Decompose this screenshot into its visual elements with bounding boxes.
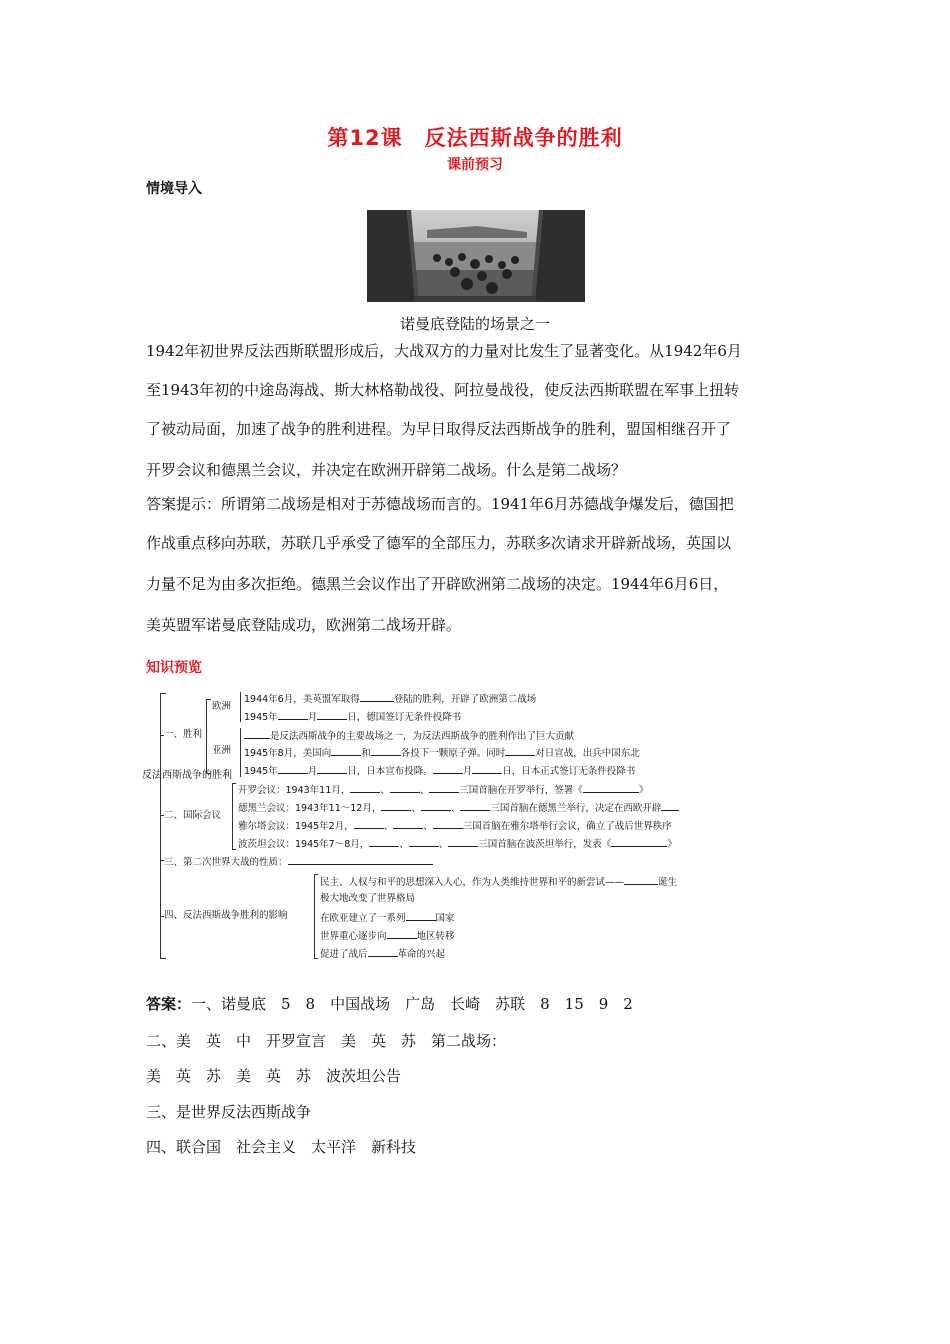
impact-item-3: 在欧亚建立了一系列 国家 <box>320 913 455 924</box>
intro-line: 作战重点移向苏联，苏联几乎承受了德军的全部压力，苏联多次请求开辟新战场，英国以 <box>146 534 732 552</box>
page-title: 第12课 反法西斯战争的胜利 <box>327 126 623 150</box>
intro-heading: 情境导入 <box>146 181 202 197</box>
answers-label: 答案： <box>146 995 192 1013</box>
answers-line-3: 美 英 苏 美 英 苏 波茨坦公告 <box>146 1067 402 1085</box>
branch-victory-label: 一、胜利 <box>164 729 203 740</box>
answers-line-5: 四、联合国 社会主义 太平洋 新科技 <box>146 1138 417 1156</box>
conference-yalta: 雅尔塔会议：1945年2月， 、 、 三国首脑在雅尔塔举行会议，确立了战后世界秩序 <box>238 821 672 832</box>
intro-line: 答案提示：所谓第二战场是相对于苏德战场而言的。1941年6月苏德战争爆发后，德国把 <box>146 495 734 513</box>
impact-item-5: 促进了战后 革命的兴起 <box>320 949 446 960</box>
asia-item-3: 1945年 月 日，日本宣布投降。 月 日，日本正式签订无条件投降书 <box>244 766 636 777</box>
intro-line: 开罗会议和德黑兰会议，并决定在欧洲开辟第二战场。什么是第二战场？ <box>146 461 627 479</box>
asia-item-2: 1945年8月，美国向 和 各投下一颗原子弹。同时 对日宣战，出兵中国东北 <box>244 748 640 759</box>
intro-line: 美英盟军诺曼底登陆成功，欧洲第二战场开辟。 <box>146 616 462 634</box>
map-root-label: 反法西斯战争的胜利 <box>142 770 232 781</box>
conference-tehran: 德黑兰会议：1943年11～12月， 、 、 三国首脑在德黑兰举行，决定在西欧开辟 <box>238 801 679 815</box>
branch-impact-label: 四、反法西斯战争胜利的影响 <box>164 910 288 921</box>
answers-line-1: 答案：一、诺曼底 5 8 中国战场 广岛 长崎 苏联 8 15 9 2 <box>146 995 633 1013</box>
intro-line: 1942年初世界反法西斯联盟形成后，大战双方的力量对比发生了显著变化。从1942年6月 <box>146 342 742 360</box>
conference-cairo: 开罗会议：1943年11月， 、 、 三国首脑在开罗举行，签署《 》 <box>238 785 649 796</box>
europe-label: 欧洲 <box>212 701 232 712</box>
branch-conferences-label: 二、国际会议 <box>164 810 222 821</box>
page-subtitle: 课前预习 <box>447 157 503 173</box>
europe-item-2: 1945年 月 日，德国签订无条件投降书 <box>244 712 462 723</box>
europe-item-1: 1944年6月，美英盟军取得 登陆的胜利，开辟了欧洲第二战场 <box>244 694 537 705</box>
asia-label: 亚洲 <box>212 745 232 756</box>
impact-item-4: 世界重心逐步向 地区转移 <box>320 931 455 942</box>
preview-heading: 知识预览 <box>146 660 202 676</box>
asia-item-1: 是反法西斯战争的主要战场之一，为反法西斯战争的胜利作出了巨大贡献 <box>244 729 574 743</box>
branch-nature-label: 三、第二次世界大战的性质： <box>164 855 433 869</box>
impact-item-2: 极大地改变了世界格局 <box>320 893 416 904</box>
normandy-landing-photo <box>367 210 585 302</box>
impact-item-1: 民主、人权与和平的思想深入人心，作为人类维持世界和平的新尝试—— 诞生 <box>320 877 678 888</box>
intro-line: 了被动局面，加速了战争的胜利进程。为早日取得反法西斯战争的胜利，盟国相继召开了 <box>146 420 732 438</box>
answers-line-4: 三、是世界反法西斯战争 <box>146 1103 312 1121</box>
intro-line: 至1943年初的中途岛海战、斯大林格勒战役、阿拉曼战役，使反法西斯联盟在军事上扭转 <box>146 381 740 399</box>
answers-line-2: 二、美 英 中 开罗宣言 美 英 苏 第二战场： <box>146 1032 507 1050</box>
intro-line: 力量不足为由多次拒绝。德黑兰会议作出了开辟欧洲第二战场的决定。1944年6月6日， <box>146 575 729 593</box>
photo-caption: 诺曼底登陆的场景之一 <box>399 315 550 333</box>
conference-potsdam: 波茨坦会议：1945年7～8月， 、 、 三国首脑在波茨坦举行，发表《 》 <box>238 839 677 850</box>
